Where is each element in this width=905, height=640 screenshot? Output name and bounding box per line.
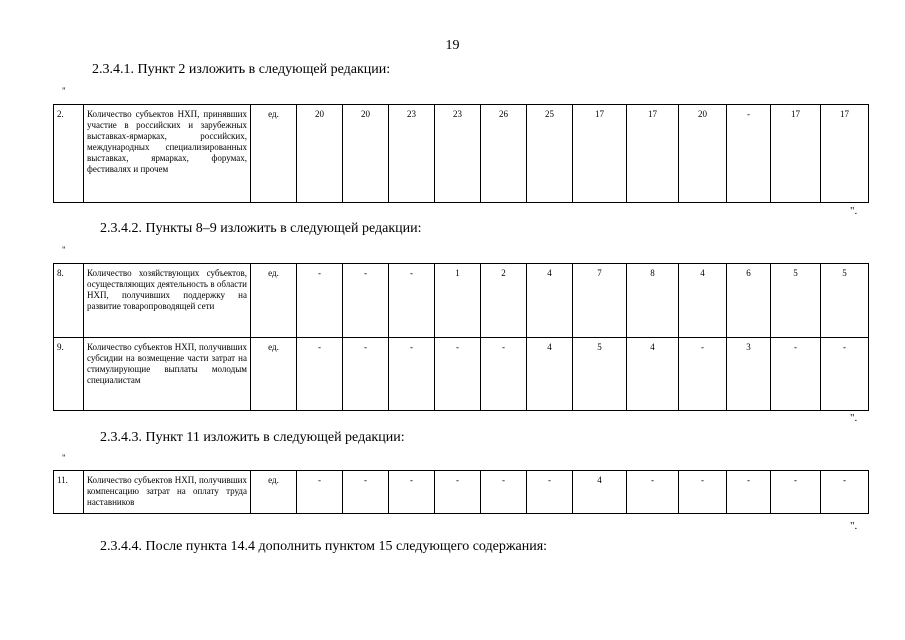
row-number-cell: 9. <box>54 338 84 411</box>
value-cell: 17 <box>573 105 627 203</box>
value-cell: - <box>821 471 869 514</box>
value-cell: 2 <box>481 264 527 338</box>
section-heading-2: 2.3.4.2. Пункты 8–9 изложить в следующей редакции: <box>100 221 422 236</box>
row-number-cell: 11. <box>54 471 84 514</box>
value-cell: 4 <box>573 471 627 514</box>
unit-cell: ед. <box>251 105 297 203</box>
value-cell: 3 <box>727 338 771 411</box>
value-cell: 1 <box>435 264 481 338</box>
table-section-3 <box>53 470 869 514</box>
value-cell: - <box>389 338 435 411</box>
value-cell: - <box>343 264 389 338</box>
value-cell: 4 <box>527 338 573 411</box>
value-cell: 8 <box>627 264 679 338</box>
value-cell: - <box>679 338 727 411</box>
value-cell: 26 <box>481 105 527 203</box>
value-cell: - <box>727 105 771 203</box>
value-cell: - <box>727 471 771 514</box>
value-cell: 4 <box>527 264 573 338</box>
value-cell: 20 <box>297 105 343 203</box>
section-heading-3: 2.3.4.3. Пункт 11 изложить в следующей редакции: <box>100 430 405 445</box>
value-cell: 17 <box>627 105 679 203</box>
value-cell: - <box>481 338 527 411</box>
final-heading: 2.3.4.4. После пункта 14.4 дополнить пунктом 15 следующего содержания: <box>100 539 548 554</box>
value-cell: 20 <box>343 105 389 203</box>
value-cell: 5 <box>573 338 627 411</box>
unit-cell: ед. <box>251 471 297 514</box>
value-cell: 17 <box>771 105 821 203</box>
value-cell: 23 <box>435 105 481 203</box>
value-cell: - <box>389 471 435 514</box>
value-cell: 23 <box>389 105 435 203</box>
value-cell: - <box>627 471 679 514</box>
table-row <box>54 471 869 514</box>
value-cell: - <box>679 471 727 514</box>
value-cell: - <box>389 264 435 338</box>
value-cell: - <box>297 471 343 514</box>
value-cell: - <box>343 338 389 411</box>
table-body-section-1 <box>54 105 869 203</box>
table-row <box>54 105 869 203</box>
value-cell: 4 <box>679 264 727 338</box>
value-cell: - <box>821 338 869 411</box>
indicator-name-cell: Количество хозяйствующих субъектов, осуществляющих деятельность в области НХП, получивших поддержку на развитие товаропроводящей сети <box>84 264 251 338</box>
indicator-name-cell: Количество субъектов НХП, получивших компенсацию затрат на оплату труда наставников <box>84 471 251 514</box>
close-quote-3: ". <box>850 520 858 532</box>
value-cell: 4 <box>627 338 679 411</box>
table-section-2 <box>53 263 869 411</box>
row-number-cell: 8. <box>54 264 84 338</box>
value-cell: 6 <box>727 264 771 338</box>
value-cell: - <box>771 471 821 514</box>
value-cell: 5 <box>821 264 869 338</box>
open-quote-2: " <box>62 245 66 255</box>
page-number: 19 <box>445 38 460 53</box>
value-cell: - <box>297 264 343 338</box>
value-cell: - <box>481 471 527 514</box>
close-quote-1: ". <box>850 205 858 217</box>
table-body-section-3 <box>54 471 869 514</box>
indicator-name-cell: Количество субъектов НХП, получивших субсидии на возмещение части затрат на стимулирующие выплаты молодым специалистам <box>84 338 251 411</box>
value-cell: 20 <box>679 105 727 203</box>
value-cell: - <box>435 338 481 411</box>
table-body-section-2 <box>54 264 869 411</box>
table-section-1 <box>53 104 869 203</box>
table-row <box>54 338 869 411</box>
value-cell: - <box>771 338 821 411</box>
value-cell: 25 <box>527 105 573 203</box>
value-cell: - <box>297 338 343 411</box>
unit-cell: ед. <box>251 264 297 338</box>
value-cell: 5 <box>771 264 821 338</box>
open-quote-3: " <box>62 453 66 463</box>
unit-cell: ед. <box>251 338 297 411</box>
indicator-name-cell: Количество субъектов НХП, принявших участие в российских и зарубежных выставках-ярмарках, российских, международных специализированных выставках, ярмарках, форумах, фестивалях и прочем <box>84 105 251 203</box>
open-quote-1: " <box>62 86 66 96</box>
close-quote-2: ". <box>850 412 858 424</box>
value-cell: 7 <box>573 264 627 338</box>
value-cell: - <box>343 471 389 514</box>
value-cell: 17 <box>821 105 869 203</box>
section-heading-1: 2.3.4.1. Пункт 2 изложить в следующей редакции: <box>92 62 391 77</box>
value-cell: - <box>527 471 573 514</box>
row-number-cell: 2. <box>54 105 84 203</box>
value-cell: - <box>435 471 481 514</box>
table-row <box>54 264 869 338</box>
